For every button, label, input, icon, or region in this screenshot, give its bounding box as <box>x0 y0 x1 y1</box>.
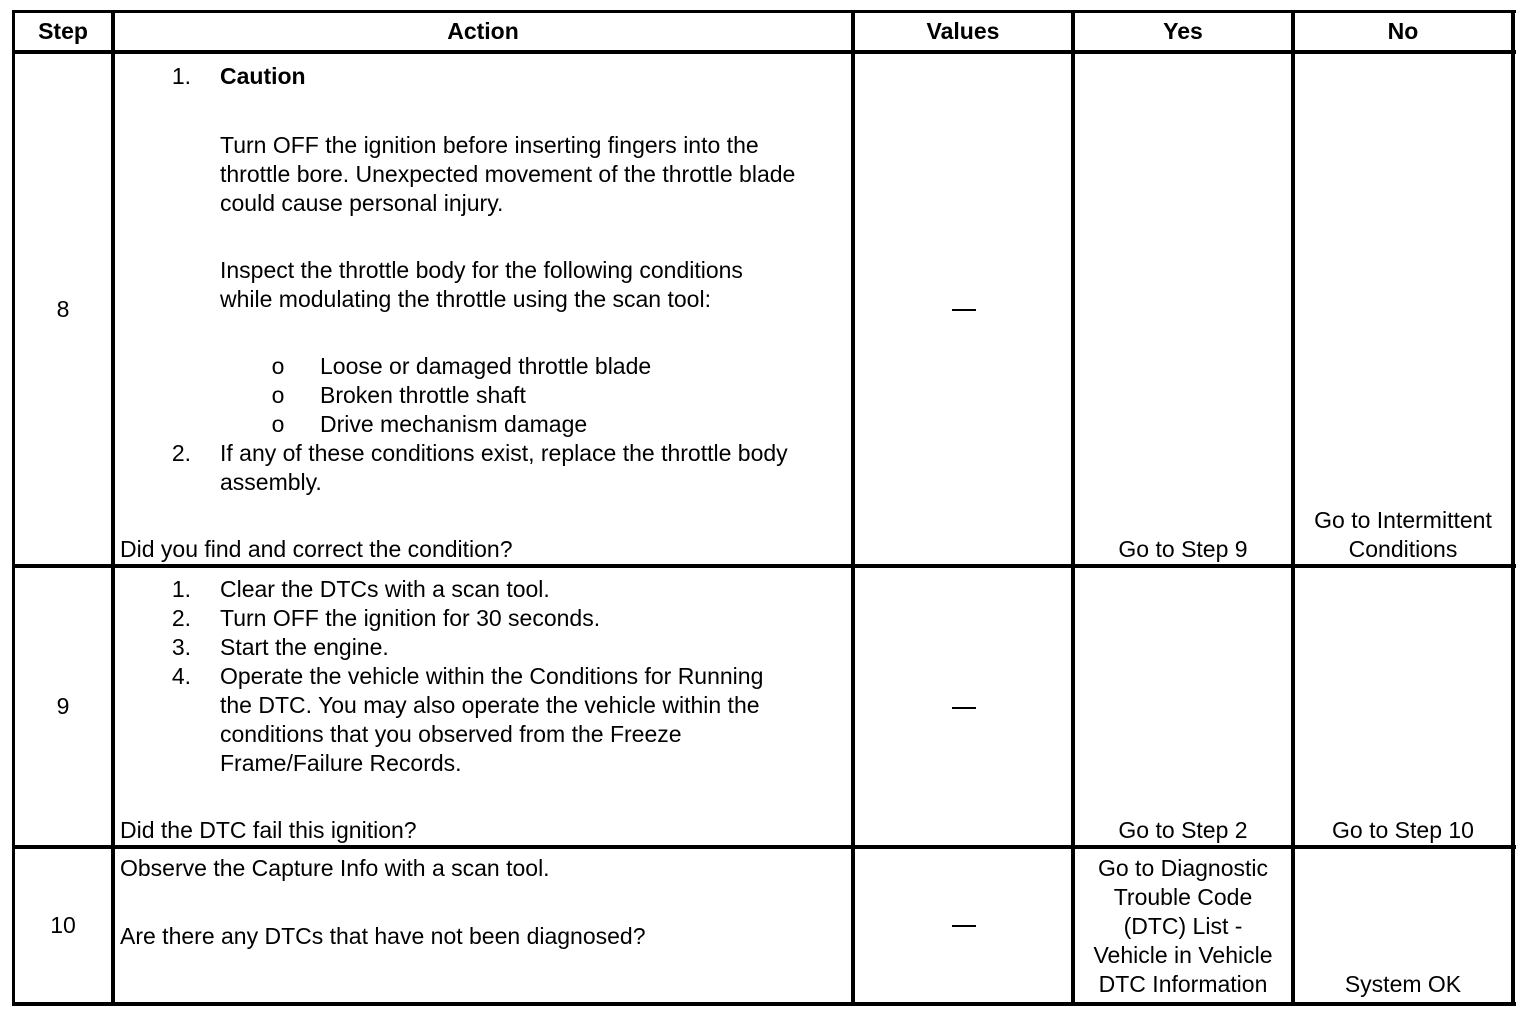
yes-line: (DTC) List - <box>1123 913 1243 939</box>
inspect-instructions <box>220 256 860 314</box>
yes-cell-step-9 <box>1075 816 1291 845</box>
step-question: Did the DTC fail this ignition? <box>120 817 417 843</box>
text-line: If any of these conditions exist, replace the throttle body <box>220 440 788 466</box>
text-line: conditions that you observed from the Freeze <box>220 721 682 747</box>
value-dash-step-8 <box>952 309 976 311</box>
bullet-item: Drive mechanism damage <box>320 411 588 437</box>
text-line: Frame/Failure Records. <box>220 750 462 776</box>
yes-cell-step-10 <box>1075 854 1291 999</box>
yes-line: DTC Information <box>1098 971 1268 997</box>
bullet-marker: o <box>271 411 285 437</box>
text-line: Turn OFF the ignition before inserting fingers into the <box>220 132 759 158</box>
caution-title: Caution <box>220 63 306 89</box>
action-cell-step-10 <box>115 849 851 1002</box>
no-line: Go to Step 10 <box>1332 817 1474 843</box>
step-question: Did you find and correct the condition? <box>120 536 513 562</box>
text-line: Inspect the throttle body for the following conditions <box>220 257 743 283</box>
value-dash-step-9 <box>952 707 976 709</box>
yes-line: Trouble Code <box>1113 884 1253 910</box>
value-dash-step-10 <box>952 925 976 927</box>
header-no: No <box>1387 18 1419 44</box>
text-line: assembly. <box>220 469 322 495</box>
step-question: Are there any DTCs that have not been diagnosed? <box>120 923 646 949</box>
action-text: Observe the Capture Info with a scan tool. <box>120 855 550 881</box>
list-item-text: Clear the DTCs with a scan tool. <box>220 576 550 602</box>
no-cell-step-9 <box>1295 816 1511 845</box>
list-number: 1. <box>171 576 191 602</box>
diagnostic-table <box>12 10 1516 1006</box>
yes-line: Go to Diagnostic <box>1097 855 1269 881</box>
action-cell-step-9 <box>115 568 851 845</box>
yes-cell-step-8 <box>1075 535 1291 564</box>
step-number-8: 8 <box>56 296 70 322</box>
list-number: 1. <box>171 63 191 89</box>
text-line: Operate the vehicle within the Conditions for Running <box>220 663 764 689</box>
text-line: throttle bore. Unexpected movement of the throttle blade <box>220 161 796 187</box>
list-item-text: Turn OFF the ignition for 30 seconds. <box>220 605 601 631</box>
yes-line: Go to Step 9 <box>1118 536 1248 562</box>
bullet-marker: o <box>271 382 285 408</box>
list-number: 3. <box>171 634 191 660</box>
bullet-item: Broken throttle shaft <box>320 382 526 408</box>
bullet-item: Loose or damaged throttle blade <box>320 353 652 379</box>
action-cell-step-8 <box>115 54 851 564</box>
table-border-left <box>12 10 15 1006</box>
yes-line: Go to Step 2 <box>1118 817 1248 843</box>
list-item-text <box>220 439 860 497</box>
header-step: Step <box>38 18 88 44</box>
list-number: 2. <box>171 440 191 466</box>
step-number-10: 10 <box>50 912 76 938</box>
step-number-9: 9 <box>56 693 70 719</box>
no-cell-step-8 <box>1295 506 1511 564</box>
list-item-text: Start the engine. <box>220 634 389 660</box>
text-line: while modulating the throttle using the scan tool: <box>220 286 711 312</box>
no-cell-step-10 <box>1295 970 1511 999</box>
table-border-right <box>1511 10 1515 1006</box>
no-line: System OK <box>1344 971 1462 997</box>
list-number: 4. <box>171 663 191 689</box>
text-line: could cause personal injury. <box>220 190 504 216</box>
list-item-text <box>220 662 860 778</box>
header-values: Values <box>926 18 1000 44</box>
header-action: Action <box>447 18 519 44</box>
no-line: Go to Intermittent <box>1314 507 1492 533</box>
header-yes: Yes <box>1163 18 1203 44</box>
list-number: 2. <box>171 605 191 631</box>
yes-line: Vehicle in Vehicle <box>1093 942 1273 968</box>
bullet-marker: o <box>271 353 285 379</box>
text-line: the DTC. You may also operate the vehicle within the <box>220 692 760 718</box>
caution-text <box>220 131 860 218</box>
no-line: Conditions <box>1348 536 1458 562</box>
